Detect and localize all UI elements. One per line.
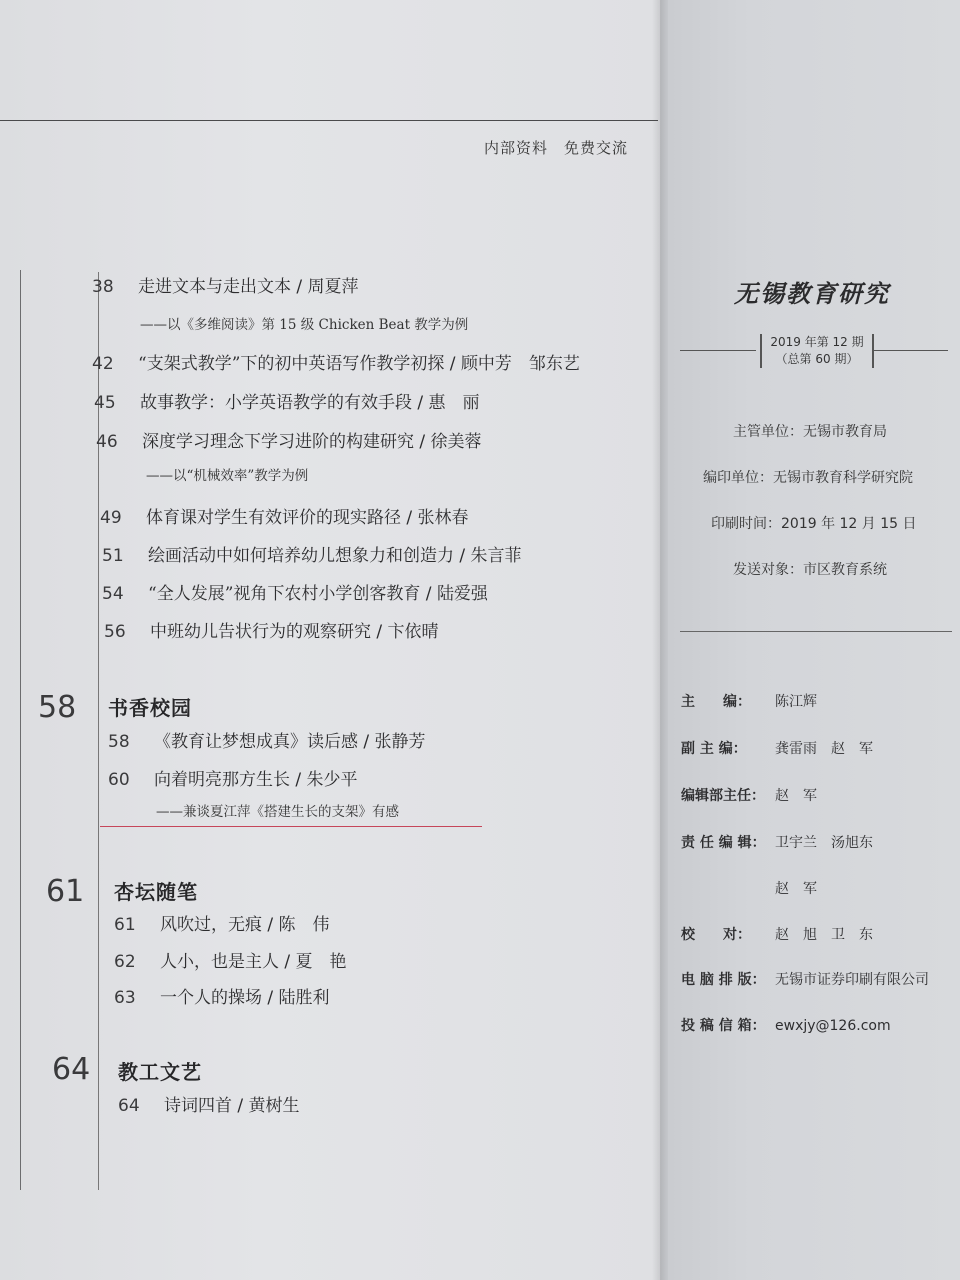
toc-entry: 64 诗词四首 / 黄树生 [118, 1096, 300, 1116]
section-title: 杏坛随笔 [114, 880, 198, 904]
article-title: 深度学习理念下学习进阶的构建研究 [142, 432, 414, 452]
toc-entry: 49 体育课对学生有效评价的现实路径 / 张林春 [100, 508, 469, 528]
article-author: 徐美蓉 [430, 432, 482, 452]
staff-row [681, 738, 873, 758]
staff-row [681, 691, 817, 711]
magazine-title: 无锡教育研究 [734, 279, 890, 308]
page-number: 62 [114, 952, 136, 972]
staff-row [681, 969, 929, 989]
article-author: 惠 丽 [428, 393, 480, 413]
staff-row [681, 785, 817, 805]
article-title: 人小，也是主人 [160, 952, 279, 972]
staff-value: 陈江辉 [775, 694, 817, 710]
toc-entry: 60 向着明亮那方生长 / 朱少平 [108, 770, 358, 790]
total-issue-number: （总第 60 期） [775, 352, 859, 366]
section-title: 教工文艺 [118, 1060, 202, 1084]
article-author: 黄树生 [248, 1096, 300, 1116]
header-rule [0, 120, 658, 121]
article-author: 周夏萍 [307, 277, 359, 297]
page-number: 64 [118, 1096, 140, 1116]
article-author: 张静芳 [374, 732, 426, 752]
info-line: 印刷时间：2019 年 12 月 15 日 [711, 516, 917, 532]
staff-row [681, 1015, 891, 1035]
staff-label: 编辑部主任： [681, 788, 765, 804]
toc-entry: 62 人小，也是主人 / 夏 艳 [114, 952, 347, 972]
info-line: 发送对象：市区教育系统 [733, 562, 887, 578]
page-number: 42 [92, 354, 114, 374]
page-number: 51 [102, 546, 124, 566]
staff-row [681, 878, 817, 898]
margin-rule [20, 270, 21, 1190]
staff-label: 主 编： [681, 694, 751, 710]
toc-entry: 51 绘画活动中如何培养幼儿想象力和创造力 / 朱言菲 [102, 546, 522, 566]
issue-rule-left [680, 350, 756, 351]
article-title: “全人发展”视角下农村小学创客教育 [148, 584, 421, 604]
article-title: 《教育让梦想成真》读后感 [154, 732, 358, 752]
book-gutter [652, 0, 668, 1280]
staff-value: 赵 军 [775, 788, 817, 804]
article-author: 朱言菲 [470, 546, 522, 566]
info-line: 主管单位：无锡市教育局 [733, 424, 887, 440]
staff-value: ewxjy@126.com [775, 1018, 891, 1034]
staff-value: 无锡市证券印刷有限公司 [775, 972, 929, 988]
toc-entry: 63 一个人的操场 / 陆胜利 [114, 988, 330, 1008]
article-title: 中班幼儿告状行为的观察研究 [150, 622, 371, 642]
issue-box [760, 334, 874, 368]
article-title: 走进文本与走出文本 [138, 277, 291, 297]
article-subtitle: ——以“机械效率”教学为例 [146, 468, 309, 484]
article-title: 绘画活动中如何培养幼儿想象力和创造力 [148, 546, 454, 566]
staff-label: 电 脑 排 版： [681, 972, 766, 988]
page-number: 61 [114, 915, 136, 935]
page-number: 38 [92, 277, 114, 297]
masthead-page [660, 0, 960, 1280]
article-subtitle: ——以《多维阅读》第 15 级 Chicken Beat 教学为例 [140, 317, 469, 333]
page-number: 63 [114, 988, 136, 1008]
staff-label: 投 稿 信 箱： [681, 1018, 766, 1034]
article-author: 顾中芳 邹东艺 [460, 354, 580, 374]
article-author: 卞依晴 [387, 622, 439, 642]
staff-label: 校 对： [681, 927, 751, 943]
page-number: 60 [108, 770, 130, 790]
staff-row [681, 832, 873, 852]
staff-value: 龚雷雨 赵 军 [775, 741, 873, 757]
page-number: 58 [108, 732, 130, 752]
section-title: 书香校园 [108, 696, 192, 720]
section-page-number: 61 [46, 874, 85, 909]
page-number: 46 [96, 432, 118, 452]
red-underline [100, 826, 482, 827]
article-author: 陈 伟 [278, 915, 330, 935]
article-title: 故事教学：小学英语教学的有效手段 [140, 393, 412, 413]
toc-entry: 61 风吹过，无痕 / 陈 伟 [114, 915, 330, 935]
page-number: 45 [94, 393, 116, 413]
section-page-number: 64 [52, 1052, 91, 1087]
article-author: 夏 艳 [295, 952, 347, 972]
page-number: 56 [104, 622, 126, 642]
info-line: 编印单位：无锡市教育科学研究院 [703, 470, 913, 486]
toc-entry: 42 “支架式教学”下的初中英语写作教学初探 / 顾中芳 邹东艺 [92, 354, 580, 374]
toc-entry: 58 《教育让梦想成真》读后感 / 张静芳 [108, 732, 426, 752]
article-title: 向着明亮那方生长 [154, 770, 290, 790]
header-note: 内部资料 免费交流 [484, 139, 629, 157]
toc-entry: 54 “全人发展”视角下农村小学创客教育 / 陆爱强 [102, 584, 488, 604]
page-number: 54 [102, 584, 124, 604]
article-author: 陆爱强 [436, 584, 488, 604]
toc-entry: 46 深度学习理念下学习进阶的构建研究 / 徐美蓉 [96, 432, 482, 452]
issue-rule-right [872, 350, 948, 351]
section-page-number: 58 [38, 690, 77, 725]
article-title: “支架式教学”下的初中英语写作教学初探 [138, 354, 445, 374]
masthead-divider [680, 631, 952, 632]
article-author: 朱少平 [306, 770, 358, 790]
staff-row [681, 924, 873, 944]
article-title: 一个人的操场 [160, 988, 262, 1008]
article-title: 体育课对学生有效评价的现实路径 [146, 508, 401, 528]
staff-label: 副 主 编： [681, 741, 747, 757]
article-title: 风吹过，无痕 [160, 915, 262, 935]
toc-entry: 38 走进文本与走出文本 / 周夏萍 [92, 277, 359, 297]
staff-label: 责 任 编 辑： [681, 835, 766, 851]
toc-entry: 45 故事教学：小学英语教学的有效手段 / 惠 丽 [94, 393, 480, 413]
toc-entry: 56 中班幼儿告状行为的观察研究 / 卞依晴 [104, 622, 439, 642]
article-author: 陆胜利 [278, 988, 330, 1008]
staff-value: 赵 旭 卫 东 [775, 927, 873, 943]
issue-number: 2019 年第 12 期 [770, 335, 864, 349]
staff-value: 赵 军 [775, 881, 817, 897]
staff-value: 卫宇兰 汤旭东 [775, 835, 873, 851]
article-subtitle: ——兼谈夏江萍《搭建生长的支架》有感 [156, 804, 399, 820]
article-author: 张林春 [417, 508, 469, 528]
article-title: 诗词四首 [164, 1096, 232, 1116]
page-number: 49 [100, 508, 122, 528]
